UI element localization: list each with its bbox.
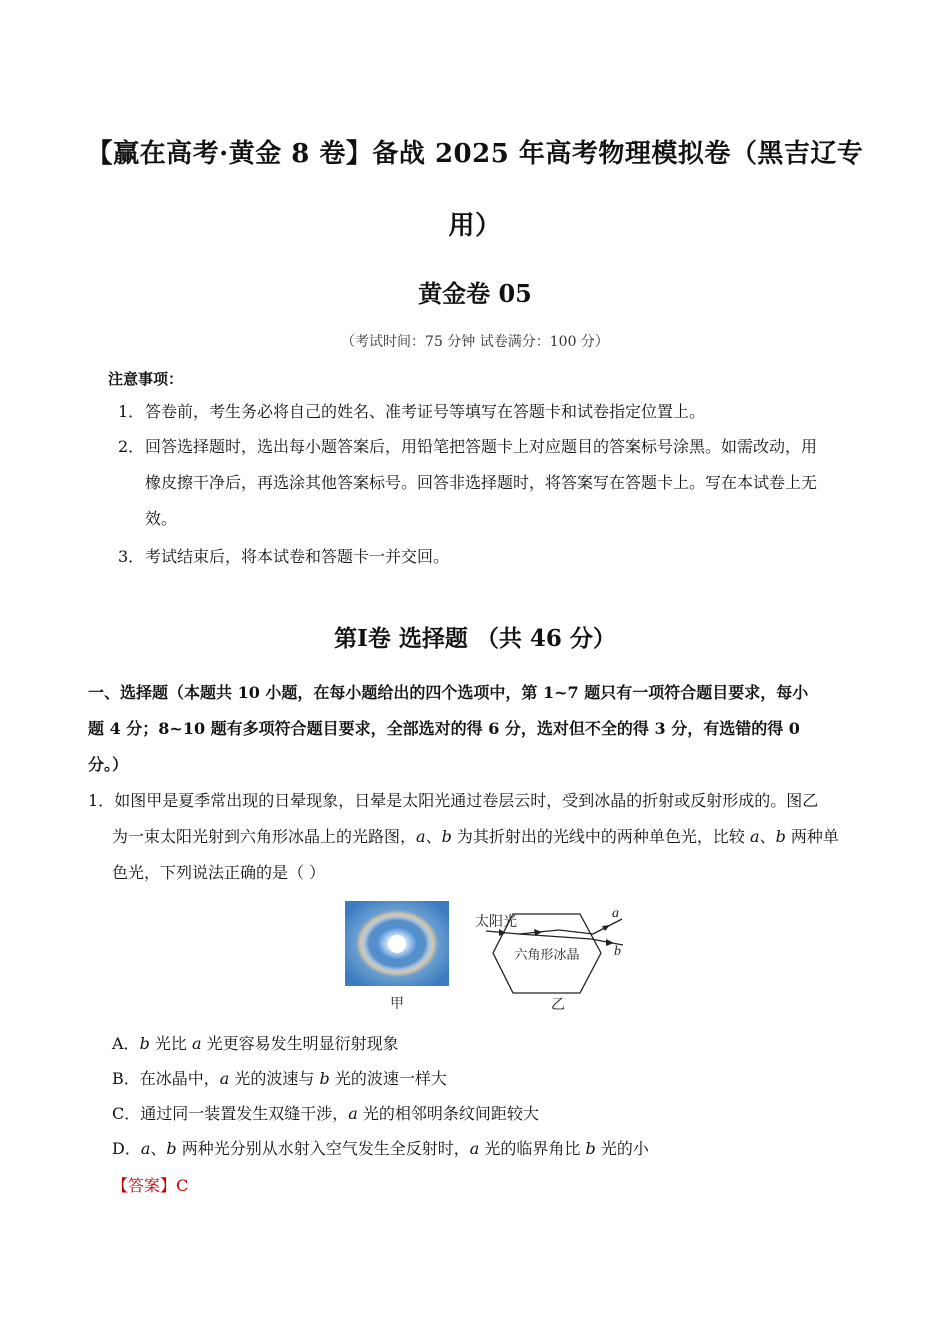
note-item-2 [118, 429, 868, 537]
halo-photo [345, 901, 449, 986]
note-number: 2． [118, 437, 145, 456]
option-a[interactable]: A．b 光比 a 光更容易发生明显衍射现象 [112, 1034, 399, 1053]
paper-title-line-1: 【赢在高考·黄金 8 卷】备战 2025 年高考物理模拟卷（黑吉辽专 [86, 139, 864, 169]
option-c[interactable]: C．通过同一装置发生双缝干涉，a 光的相邻明条纹间距较大 [112, 1104, 539, 1123]
note-text: 答卷前，考生务必将自己的姓名、准考证号等填写在答题卡和试卷指定位置上。 [145, 402, 706, 421]
figure-label-ray-a: a [612, 906, 619, 921]
question-1 [88, 783, 868, 891]
note-item-3 [118, 539, 868, 575]
instruction-line: 一、选择题（本题共 10 小题，在每小题给出的四个选项中，第 1~7 题只有一项符合题目要求，每小 [88, 683, 809, 702]
instruction-line: 题 4 分；8~10 题有多项符合题目要求，全部选对的得 6 分，选对但不全的得 3 分，有选错的得 0 [88, 719, 800, 738]
question-1-figure [343, 897, 633, 1017]
note-text: 考试结束后，将本试卷和答题卡一并交回。 [145, 547, 450, 566]
question-text-line: 色光，下列说法正确的是（ ） [112, 863, 326, 882]
paper-title-line-2: 用） [448, 211, 502, 241]
note-number: 1． [118, 402, 145, 421]
note-text-continued: 效。 [145, 509, 178, 528]
figure-label-yi: 乙 [551, 996, 565, 1012]
option-d[interactable]: D．a、b 两种光分别从水射入空气发生全反射时，a 光的临界角比 b 光的小 [112, 1139, 649, 1158]
figure-label-jia: 甲 [390, 995, 404, 1011]
question-text: 如图甲是夏季常出现的日晕现象，日晕是太阳光通过卷层云时，受到冰晶的折射或反射形成的。图乙 [114, 791, 819, 810]
figure-label-ray-b: b [614, 944, 621, 959]
note-text: 回答选择题时，选出每小题答案后，用铅笔把答题卡上对应题目的答案标号涂黑。如需改动，用 [145, 437, 818, 456]
note-number: 3． [118, 547, 145, 566]
figure-label-crystal: 六角形冰晶 [514, 947, 580, 962]
paper-subtitle: 黄金卷 05 [418, 279, 532, 308]
figure-label-sunlight: 太阳光 [475, 913, 517, 929]
note-text-continued: 橡皮擦干净后，再选涂其他答案标号。回答非选择题时，将答案写在答题卡上。写在本试卷上无 [145, 473, 818, 492]
answer-label: 【答案】C [112, 1176, 189, 1195]
note-item-1 [118, 394, 868, 430]
section-instructions [88, 675, 868, 783]
notes-heading: 注意事项： [108, 370, 184, 388]
option-b[interactable]: B．在冰晶中，a 光的波速与 b 光的波速一样大 [112, 1069, 447, 1088]
instruction-line: 分。） [88, 755, 129, 774]
question-number: 1． [88, 791, 115, 810]
section-title: 第Ⅰ卷 选择题 （共 46 分） [334, 625, 616, 652]
exam-info: （考试时间：75 分钟 试卷满分：100 分） [341, 334, 609, 350]
question-text-line: 为一束太阳光射到六角形冰晶上的光路图，a、b 为其折射出的光线中的两种单色光，比较 a、b 两种单 [112, 827, 839, 846]
